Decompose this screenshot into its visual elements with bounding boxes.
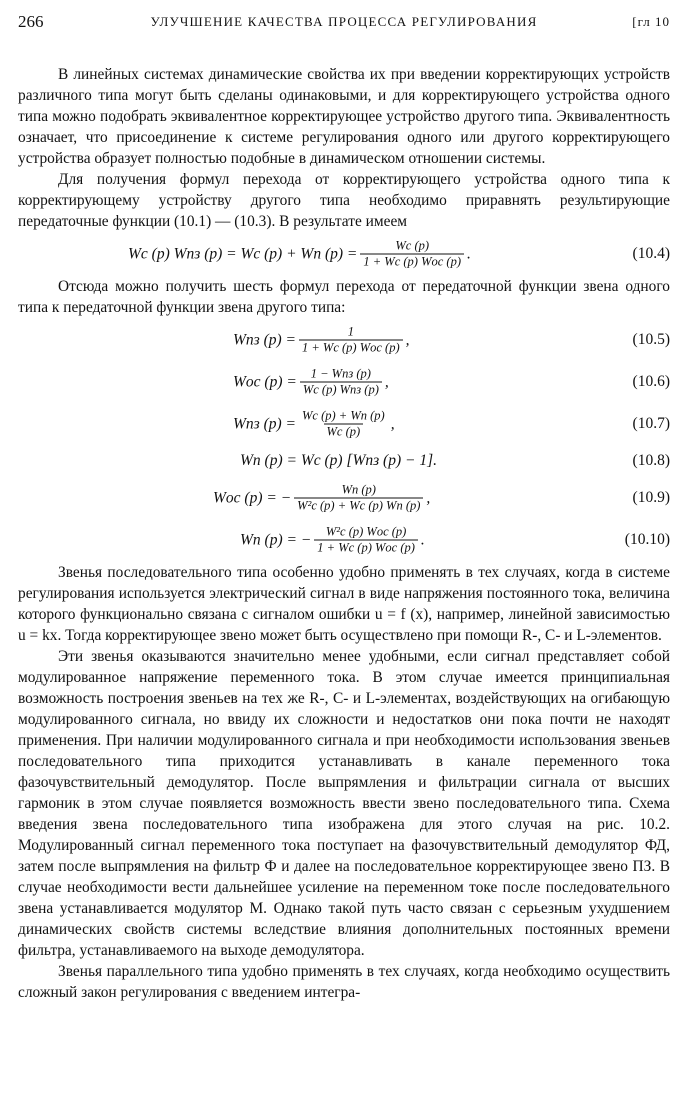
equation-lhs: Wп (p) = Wс (p) [Wпз (p) − 1]. (240, 452, 437, 469)
equation-fraction (360, 239, 464, 270)
fraction-denominator: 1 + Wс (p) Wос (p) (299, 340, 403, 356)
body-text (18, 64, 670, 1003)
fraction-denominator: W²с (p) + Wс (p) Wп (p) (294, 498, 423, 514)
equation-lhs: Wпз (p) = (233, 331, 296, 348)
paragraph-3: Отсюда можно получить шесть формул перехода от передаточной функции звена одного типа к передаточной функции звена другого типа: (18, 278, 670, 316)
page-number: 266 (18, 12, 44, 31)
equation-10-8 (18, 446, 670, 476)
equation-lhs: Wс (p) Wпз (p) = Wс (p) + Wп (p) = (128, 245, 358, 262)
equation-number: (10.10) (624, 531, 670, 548)
fraction-numerator: 1 − Wпз (p) (310, 366, 371, 381)
paragraph-1: В линейных системах динамические свойства их при введении корректирующих устройств различного типа могут быть сделаны одинаковыми, и для корректирующего устройства одного типа можно подобрать эквивалентное корректирующее устройство другого типа. Эквивалентность означает, что присоединение к системе регулирования одного или другого корректирующего устройства образует полностью подобные в динамическом отношении системы. (18, 66, 670, 167)
fraction-numerator: 1 (347, 324, 354, 339)
equation-number: (10.5) (632, 331, 670, 348)
fraction-numerator: Wс (p) (395, 238, 430, 253)
equation-10-5 (18, 320, 670, 360)
equation-fraction (300, 367, 382, 398)
fraction-numerator: W²с (p) Wос (p) (325, 524, 407, 539)
equation-number: (10.6) (632, 373, 670, 390)
paragraph-5: Эти звенья оказываются значительно менее удобными, если сигнал представляет собой модулированное напряжение переменного тока. В этом случае имеется принципиальная возможность построения звеньев на тех же R-, C- и L-элементах, воздействующих на огибающую модулированного сигнала, но ввиду их сложности и недостатков они пока почти не находят применения. При наличии модулированного сигнала и при необходимости использования звеньев последовательного типа приходится устанавливать в канале переменного тока фазочувствительный демодулятор. После выпрямления и фильтрации сигнала от высших гармоник в этом случае появляется возможность ввести звено последовательного типа. Схема введения звена последовательного типа изображена для этого случая на рис. 10.2. Модулированный сигнал переменного тока поступает на фазочувствительный демодулятор ФД, затем после выпрямления на фильтр Ф и далее на последовательное корректирующее звено ПЗ. В случае необходимости вести дальнейшее усиление на переменном токе после последовательного звена устанавливается модулятор M. Однако такой путь часто связан с серьезным ухудшением динамических свойств системы вследствие влияния дополнительных постоянных времени фильтра, устанавливаемого на выходе демодулятора. (18, 648, 670, 959)
running-title: УЛУЧШЕНИЕ КАЧЕСТВА ПРОЦЕССА РЕГУЛИРОВАНИЯ (150, 14, 538, 29)
equation-tail: . (420, 531, 425, 548)
equation-fraction (299, 409, 388, 440)
equation-number: (10.7) (632, 415, 670, 432)
equation-10-4 (18, 234, 670, 274)
fraction-denominator: Wс (p) Wпз (p) (300, 382, 382, 398)
fraction-numerator: Wс (p) + Wп (p) (302, 408, 385, 423)
fraction-numerator: Wп (p) (341, 482, 376, 497)
paragraph-2: Для получения формул перехода от корректирующего устройства одного типа к корректирующему устройству другого типа необходимо приравнять результирующие передаточные функции (10.1) — (10.3). В результате имеем (18, 171, 670, 230)
chapter-marker: [гл 10 (632, 14, 670, 29)
equation-lhs: Wпз (p) = (233, 415, 296, 432)
equation-number: (10.4) (632, 245, 670, 262)
equation-fraction (314, 525, 418, 556)
paragraph-6: Звенья параллельного типа удобно применять в тех случаях, когда необходимо осуществить сложный закон регулирования с введением интегра- (18, 963, 670, 1001)
equation-lhs: Wп (p) = − (240, 531, 312, 548)
fraction-denominator: Wс (p) (324, 424, 364, 440)
equation-tail: , (390, 415, 395, 432)
equation-10-9 (18, 478, 670, 518)
equation-tail: , (405, 331, 410, 348)
book-page (18, 10, 670, 1003)
equation-number: (10.9) (632, 489, 670, 506)
equation-fraction (294, 483, 423, 514)
equation-tail: , (384, 373, 389, 390)
equation-tail: . (467, 245, 471, 262)
equation-number: (10.8) (632, 452, 670, 469)
running-header (18, 10, 670, 36)
fraction-denominator: 1 + Wс (p) Wос (p) (360, 254, 464, 270)
equation-10-10 (18, 520, 670, 560)
equation-lhs: Wос (p) = − (213, 489, 292, 506)
equation-lhs: Wос (p) = (233, 373, 297, 390)
paragraph-4: Звенья последовательного типа особенно удобно применять в тех случаях, когда в системе регулирования используется электрический сигнал в виде напряжения постоянного тока, величина которого функционально связана с сигналом ошибки u = f (x), например, линейной зависимостью u = kx. Тогда корректирующее звено может быть осуществлено при помощи R-, C- и L-элементов. (18, 564, 670, 644)
equation-fraction (299, 325, 403, 356)
fraction-denominator: 1 + Wс (p) Wос (p) (314, 540, 418, 556)
equation-10-6 (18, 362, 670, 402)
equation-tail: , (426, 489, 431, 506)
equation-10-7 (18, 404, 670, 444)
